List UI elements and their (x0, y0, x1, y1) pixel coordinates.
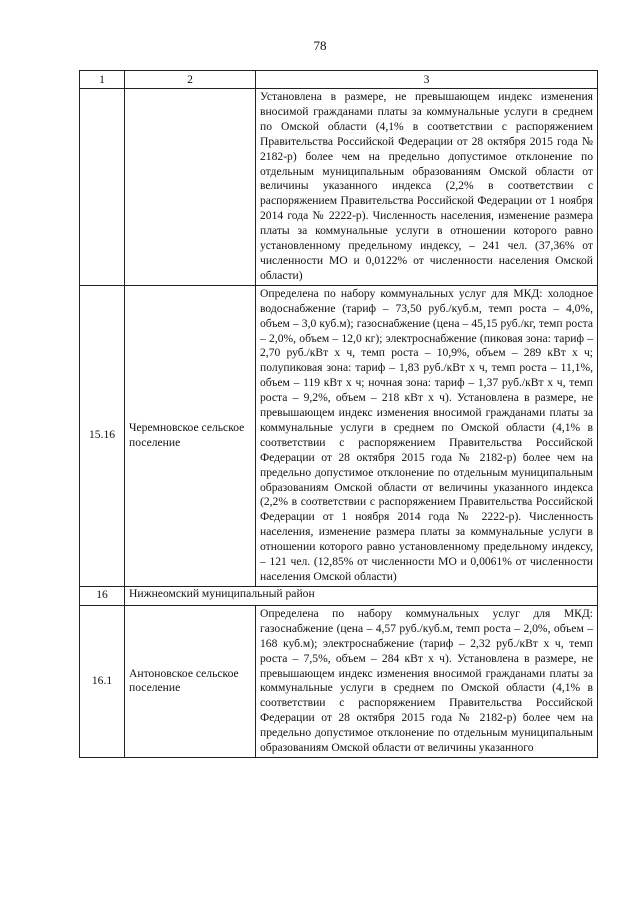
section-number: 16 (80, 586, 125, 605)
table-header-row (80, 71, 598, 89)
header-col-2: 2 (125, 71, 256, 89)
row-description: Установлена в размере, не превышающем индекс изменения вносимой гражданами платы за коммунальные услуги в среднем по Омской области (4,1% в соответствии с распоряжением Правительства Российской Федерации от 28 октября 2015 года № 2182-р) более чем на предельно допустимое отклонение по отдельным муниципальным образованиям Омской области от величины указанного индекса (2,2% в соответствии с распоряжением Правительства Российской Федерации от 1 ноября 2014 года № 2222-р). Численность населения, изменение размера платы за коммунальные услуги в отношении которого равно установленному предельному индексу, – 241 чел. (37,36% от численности МО и 0,0122% от численности населения Омской области) (256, 89, 598, 286)
table-row (80, 605, 598, 757)
settlement-name (125, 89, 256, 286)
section-title: Нижнеомский муниципальный район (125, 586, 598, 605)
row-description: Определена по набору коммунальных услуг для МКД: газоснабжение (цена – 4,57 руб./куб.м, темп роста – 2,0%, объем – 168 куб.м); электроснабжение (тариф – 2,32 руб./кВт х ч, темп роста – 7,5%, объем – 284 кВт х ч). Установлена в размере, не превышающем индекс изменения вносимой гражданами платы за коммунальные услуги в среднем по Омской области (4,1% в соответствии с распоряжением Правительства Российской Федерации от 28 октября 2015 года № 2182-р) более чем на предельно допустимое отклонение по отдельным муниципальным образованиям Омской области от величины указанного (256, 605, 598, 757)
header-col-3: 3 (256, 71, 598, 89)
row-number: 16.1 (80, 605, 125, 757)
table-row (80, 285, 598, 586)
row-description: Определена по набору коммунальных услуг для МКД: холодное водоснабжение (тариф – 73,50 руб./куб.м, темп роста – 4,0%, объем – 3,0 куб.м); газоснабжение (цена – 45,15 руб./кг, темп роста – 2,0%, объем – 12,0 кг); электроснабжение (пиковая зона: тариф – 2,70 руб./кВт х ч, темп роста – 10,9%, объем – 289 кВт х ч; полупиковая зона: тариф – 1,83 руб./кВт х ч, темп роста – 11,1%, объем – 119 кВт х ч; ночная зона: тариф – 1,37 руб./кВт х ч, темп роста – 9,2%, объем – 218 кВт х ч). Установлена в размере, не превышающем индекс изменения вносимой гражданами платы за коммунальные услуги в среднем по Омской области (4,1% в соответствии с распоряжением Правительства Российской Федерации от 28 октября 2015 года № 2182-р) более чем на предельно допустимое отклонение по отдельным муниципальным образованиям Омской области от величины указанного индекса (2,2% в соответствии с распоряжением Правительства Российской Федерации от 1 ноября 2014 года № 2222-р). Численность населения, изменение размера платы за коммунальные услуги в отношении которого равно установленному предельному индексу, – 121 чел. (12,85% от численности МО и 0,0061% от численности населения Омской области) (256, 285, 598, 586)
row-number: 15.16 (80, 285, 125, 586)
settlement-name: Антоновское сельское поселение (125, 605, 256, 757)
settlement-name: Черемновское сельское поселение (125, 285, 256, 586)
table-row (80, 89, 598, 286)
row-number (80, 89, 125, 286)
section-row (80, 586, 598, 605)
tariff-table (79, 70, 598, 758)
header-col-1: 1 (80, 71, 125, 89)
page-number: 78 (313, 38, 327, 53)
